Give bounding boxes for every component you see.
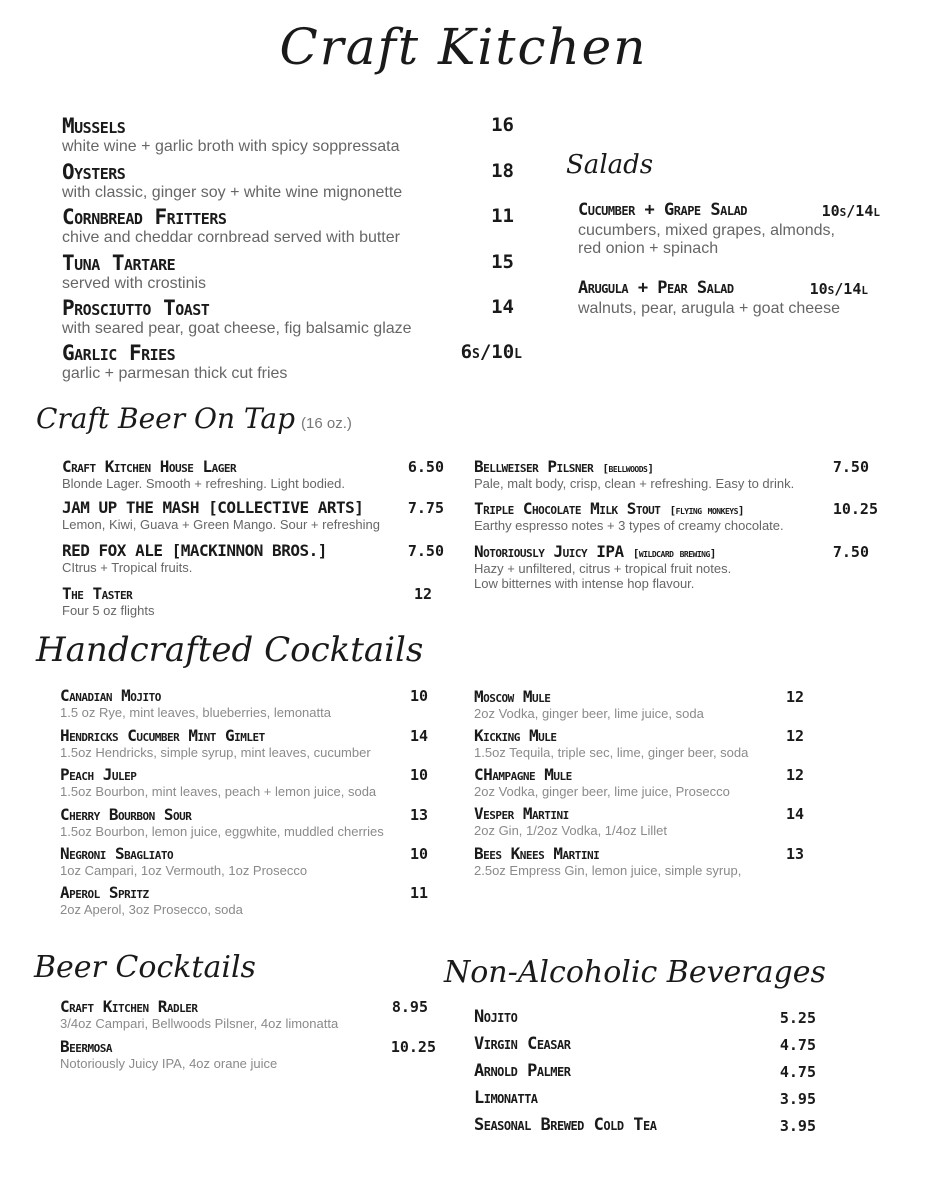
item-price: 12 (785, 766, 804, 784)
menu-item-arugula-pear-salad (578, 280, 868, 318)
beer-name-text: Bellweiser Pilsner (474, 457, 594, 476)
salads-heading: Salads (566, 150, 654, 180)
item-price: 10 (409, 687, 428, 705)
item-price: 10.25 (832, 500, 878, 518)
item-price: 5.25 (779, 1009, 816, 1027)
item-name: Tuna Tartare (62, 251, 176, 275)
beer-item-the-taster (62, 586, 432, 619)
item-name: Hendricks Cucumber Mint Gimlet (60, 726, 265, 745)
item-description: 2oz Gin, 1/2oz Vodka, 1/4oz Lillet (474, 823, 667, 838)
na-item-nojito (474, 1009, 816, 1026)
item-name: The Taster (62, 584, 133, 603)
non-alcoholic-heading: Non-Alcoholic Beverages (444, 955, 826, 990)
beer-name-text: Notoriously Juicy IPA (474, 542, 624, 561)
item-price: 14 (491, 296, 514, 318)
item-description: served with crostinis (62, 275, 207, 292)
item-description: 1.5oz Tequila, triple sec, lime, ginger beer, soda (474, 745, 749, 760)
item-name: Beermosa (60, 1037, 112, 1056)
beer-item-notoriously-juicy-ipa (474, 544, 869, 592)
item-description: Pale, malt body, crisp, clean + refreshing. Easy to drink. (474, 476, 795, 491)
item-price: 11 (491, 205, 514, 227)
item-name: Garlic Fries (62, 341, 176, 365)
item-name: Cherry Bourbon Sour (60, 805, 192, 824)
item-price: 13 (785, 845, 804, 863)
cocktail-item-champagne-mule (474, 767, 804, 800)
item-description: cucumbers, mixed grapes, almonds, (578, 222, 835, 239)
item-price: 10 (409, 845, 428, 863)
beer-name-text: Triple Chocolate Milk Stout (474, 499, 661, 518)
item-description: Notoriously Juicy IPA, 4oz orane juice (60, 1056, 278, 1071)
item-name: Arnold Palmer (474, 1061, 571, 1081)
na-item-seasonal-cold-tea (474, 1117, 816, 1134)
item-description: Hazy + unfiltered, citrus + tropical fruit notes. (474, 561, 732, 576)
item-price: 3.95 (779, 1117, 816, 1135)
item-price: 13 (409, 806, 428, 824)
beer-cocktail-item-beermosa (60, 1039, 436, 1072)
item-price: 7.50 (832, 458, 869, 476)
brewery-label: [flying monkeys] (669, 504, 745, 517)
item-price: 12 (785, 727, 804, 745)
item-description: Four 5 oz flights (62, 603, 155, 618)
item-price: 11 (409, 884, 428, 902)
menu-item-cornbread-fritters (62, 207, 514, 247)
item-name: Moscow Mule (474, 687, 551, 706)
item-name: CHampagne Mule (474, 765, 572, 784)
cocktail-item-vesper-martini (474, 806, 804, 839)
item-description: 2.5oz Empress Gin, lemon juice, simple syrup, (474, 863, 742, 878)
item-price: 10 (409, 766, 428, 784)
item-price: 6s/10l (460, 341, 522, 363)
item-description: with classic, ginger soy + white wine mignonette (62, 184, 403, 201)
cocktail-item-cherry-bourbon-sour (60, 807, 428, 840)
cocktail-item-moscow-mule (474, 689, 804, 722)
item-name: Canadian Mojito (60, 686, 161, 705)
item-price: 16 (491, 114, 514, 136)
item-description: 1.5oz Hendricks, simple syrup, mint leaves, cucumber (60, 745, 371, 760)
beer-item-bellweiser-pilsner (474, 459, 869, 492)
item-name: Cornbread Fritters (62, 205, 227, 229)
item-name: JAM UP THE MASH [COLLECTIVE ARTS] (62, 498, 364, 517)
beer-item-house-lager (62, 459, 444, 492)
item-price: 4.75 (779, 1036, 816, 1054)
item-description: chive and cheddar cornbread served with butter (62, 229, 400, 246)
item-price: 10.25 (390, 1038, 436, 1056)
item-description-line2: red onion + spinach (578, 240, 719, 258)
item-description: 2oz Vodka, ginger beer, lime juice, Prosecco (474, 784, 730, 799)
item-name: Mussels (62, 114, 126, 138)
item-name: Craft Kitchen Radler (60, 997, 198, 1016)
cocktail-item-negroni-sbagliato (60, 846, 428, 879)
item-description: 1.5oz Bourbon, lemon juice, eggwhite, muddled cherries (60, 824, 384, 839)
cocktails-heading: Handcrafted Cocktails (36, 630, 424, 670)
cocktail-item-aperol-spritz (60, 885, 428, 918)
item-name: Cucumber + Grape Salad (578, 200, 748, 220)
menu-item-oysters (62, 162, 514, 202)
item-name: Nojito (474, 1007, 518, 1027)
item-name: Vesper Martini (474, 804, 569, 823)
item-price: 7.50 (832, 543, 869, 561)
item-name: Kicking Mule (474, 726, 557, 745)
item-price: 12 (413, 585, 432, 603)
item-description: white wine + garlic broth with spicy soppressata (62, 138, 400, 155)
cocktail-item-bees-knees-martini (474, 846, 804, 879)
item-description-line2: Low bitternes with intense hop flavour. (474, 575, 695, 591)
item-price: 10s/14l (809, 280, 868, 298)
item-name: Craft Kitchen House Lager (62, 457, 237, 476)
item-name: Peach Julep (60, 765, 137, 784)
item-price: 4.75 (779, 1063, 816, 1081)
beer-item-triple-chocolate-stout (474, 501, 878, 534)
item-description: Lemon, Kiwi, Guava + Green Mango. Sour + refreshing (62, 517, 380, 532)
item-name: Limonatta (474, 1088, 538, 1108)
item-price: 6.50 (407, 458, 444, 476)
cocktail-item-kicking-mule (474, 728, 804, 761)
item-price: 12 (785, 688, 804, 706)
item-price: 14 (409, 727, 428, 745)
item-description: walnuts, pear, arugula + goat cheese (578, 300, 840, 317)
item-description: CItrus + Tropical fruits. (62, 560, 193, 575)
item-description: with seared pear, goat cheese, fig balsamic glaze (62, 320, 412, 337)
item-description: garlic + parmesan thick cut fries (62, 365, 288, 382)
item-name: Aperol Spritz (60, 883, 149, 902)
item-description: Earthy espresso notes + 3 types of creamy chocolate. (474, 518, 784, 533)
item-price: 14 (785, 805, 804, 823)
beer-cocktails-heading: Beer Cocktails (34, 950, 256, 985)
item-price: 3.95 (779, 1090, 816, 1108)
brewery-label: [wildcard brewing] (632, 547, 716, 560)
item-name: Bees Knees Martini (474, 844, 600, 863)
item-price: 15 (491, 251, 514, 273)
item-name: Virgin Ceasar (474, 1034, 571, 1054)
item-description: 1.5oz Bourbon, mint leaves, peach + lemon juice, soda (60, 784, 377, 799)
na-item-virgin-ceasar (474, 1036, 816, 1053)
brewery-label: [bellwoods] (602, 462, 654, 475)
beer-heading-text: Craft Beer On Tap (36, 402, 296, 435)
item-name: RED FOX ALE [MACKINNON BROS.] (62, 541, 327, 560)
item-name: Prosciutto Toast (62, 296, 210, 320)
item-name: Oysters (62, 160, 126, 184)
item-name (474, 544, 869, 560)
cocktail-item-hendricks-gimlet (60, 728, 428, 761)
beer-cocktail-item-radler (60, 999, 428, 1032)
item-price: 8.95 (391, 998, 428, 1016)
item-name: Negroni Sbagliato (60, 844, 174, 863)
menu-title: Craft Kitchen (279, 18, 648, 76)
item-description: 1oz Campari, 1oz Vermouth, 1oz Prosecco (60, 863, 308, 878)
menu-item-tuna-tartare (62, 253, 514, 293)
menu-item-cucumber-grape-salad (578, 202, 880, 259)
item-price: 7.50 (407, 542, 444, 560)
item-description: 2oz Vodka, ginger beer, lime juice, soda (474, 706, 704, 721)
item-name: Arugula + Pear Salad (578, 278, 734, 298)
na-item-arnold-palmer (474, 1063, 816, 1080)
menu-item-mussels (62, 116, 514, 156)
menu-item-garlic-fries (62, 343, 522, 383)
beer-size-note: (16 oz.) (301, 415, 352, 432)
item-description: 2oz Aperol, 3oz Prosecco, soda (60, 902, 243, 917)
menu-item-prosciutto-toast (62, 298, 514, 338)
item-price: 18 (491, 160, 514, 182)
item-name (474, 459, 869, 475)
beer-item-jam-up-the-mash (62, 500, 444, 533)
item-description: Blonde Lager. Smooth + refreshing. Light bodied. (62, 476, 345, 491)
item-price: 7.75 (407, 499, 444, 517)
cocktail-item-peach-julep (60, 767, 428, 800)
beer-heading (36, 402, 352, 435)
item-name (474, 501, 878, 517)
beer-item-red-fox-ale (62, 543, 444, 576)
cocktail-item-canadian-mojito (60, 688, 428, 721)
na-item-limonatta (474, 1090, 816, 1107)
item-description: 1.5 oz Rye, mint leaves, blueberries, lemonatta (60, 705, 331, 720)
item-name: Seasonal Brewed Cold Tea (474, 1115, 657, 1135)
item-description: 3/4oz Campari, Bellwoods Pilsner, 4oz limonatta (60, 1016, 339, 1031)
item-price: 10s/14l (821, 202, 880, 220)
